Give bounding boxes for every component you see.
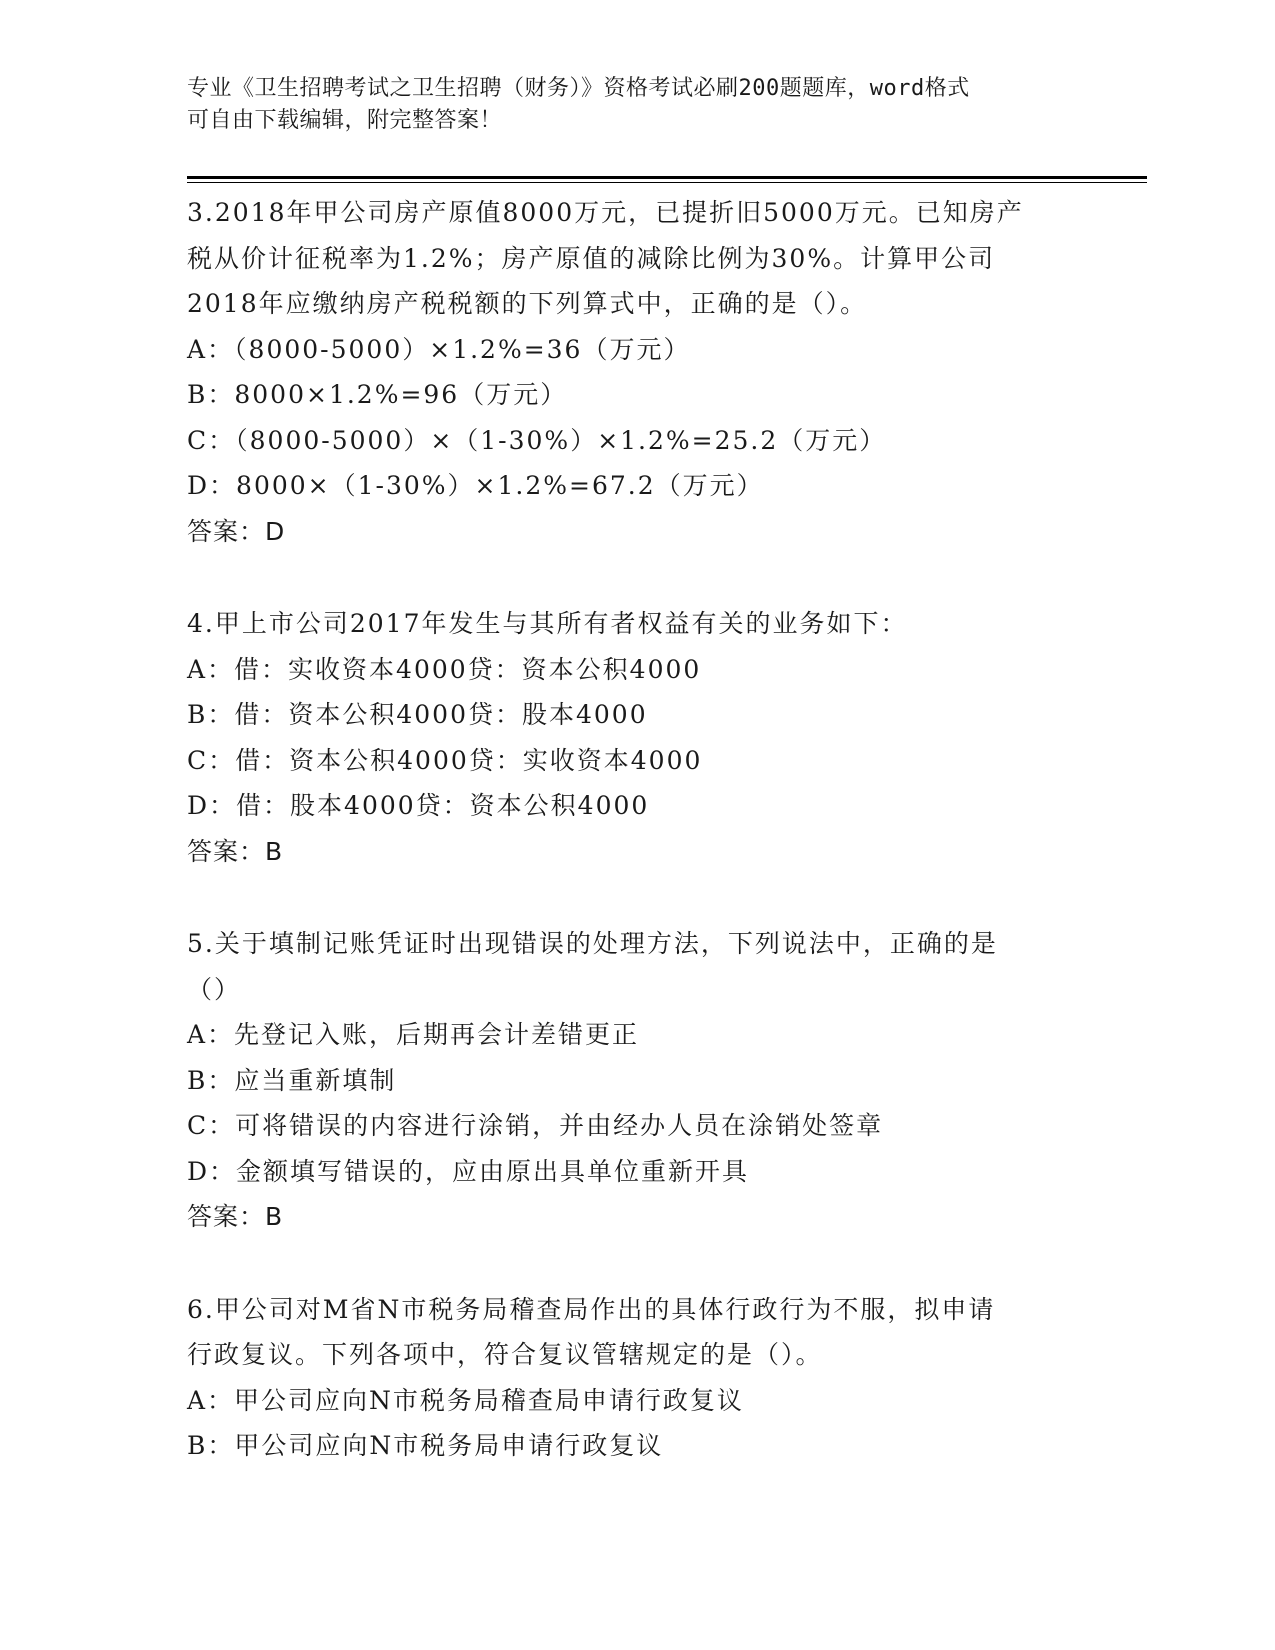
question-stem-line: 4.甲上市公司2017年发生与其所有者权益有关的业务如下： xyxy=(187,609,908,638)
option-a: A：先登记入账，后期再会计差错更正 xyxy=(187,1020,640,1049)
question-stem-line: 行政复议。下列各项中，符合复议管辖规定的是（）。 xyxy=(187,1340,823,1369)
option-c: C：可将错误的内容进行涂销，并由经办人员在涂销处签章 xyxy=(187,1111,884,1140)
option-a: A：甲公司应向N市税务局稽查局申请行政复议 xyxy=(187,1385,744,1415)
option-b: B：甲公司应向N市税务局申请行政复议 xyxy=(187,1431,664,1460)
option-b: B：8000×1.2%=96（万元） xyxy=(187,380,568,409)
document-header xyxy=(187,73,1067,137)
option-b: B：借：资本公积4000贷：股本4000 xyxy=(187,700,648,729)
answer-line: 答案：B xyxy=(187,1202,284,1231)
option-c: C：借：资本公积4000贷：实收资本4000 xyxy=(187,745,703,775)
option-c: C：（8000-5000）×（1-30%）×1.2%=25.2（万元） xyxy=(187,425,887,455)
question-4 xyxy=(187,601,1067,874)
option-d: D：金额填写错误的，应由原出具单位重新开具 xyxy=(187,1156,750,1186)
question-list xyxy=(187,190,1067,1516)
header-title-line-2: 可自由下载编辑，附完整答案！ xyxy=(187,108,503,133)
header-divider-thin xyxy=(187,182,1147,183)
question-stem-line: 5.关于填制记账凭证时出现错误的处理方法，下列说法中，正确的是 xyxy=(187,929,998,958)
option-b: B：应当重新填制 xyxy=(187,1065,397,1095)
question-6 xyxy=(187,1287,1067,1469)
question-stem-line: 3.2018年甲公司房产原值8000万元，已提折旧5000万元。已知房产 xyxy=(187,198,1024,227)
header-title-line-1: 专业《卫生招聘考试之卫生招聘（财务）》资格考试必刷200题题库，word格式 xyxy=(187,76,970,101)
question-stem-line: 6.甲公司对M省N市税务局稽查局作出的具体行政行为不服，拟申请 xyxy=(187,1294,996,1324)
question-stem-line: 2018年应缴纳房产税税额的下列算式中，正确的是（）。 xyxy=(187,289,868,318)
option-d: D：8000×（1-30%）×1.2%=67.2（万元） xyxy=(187,471,764,500)
header-divider-thick xyxy=(187,176,1147,179)
answer-line: 答案：D xyxy=(187,516,286,546)
question-stem-line: 税从价计征税率为1.2%；房产原值的减除比例为30%。计算甲公司 xyxy=(187,243,996,273)
answer-line: 答案：B xyxy=(187,836,284,866)
question-5 xyxy=(187,921,1067,1240)
option-a: A：借：实收资本4000贷：资本公积4000 xyxy=(187,654,702,684)
option-d: D：借：股本4000贷：资本公积4000 xyxy=(187,791,650,820)
question-stem-line: （） xyxy=(187,974,242,1004)
question-3 xyxy=(187,190,1067,554)
option-a: A：（8000-5000）×1.2%=36（万元） xyxy=(187,334,691,364)
